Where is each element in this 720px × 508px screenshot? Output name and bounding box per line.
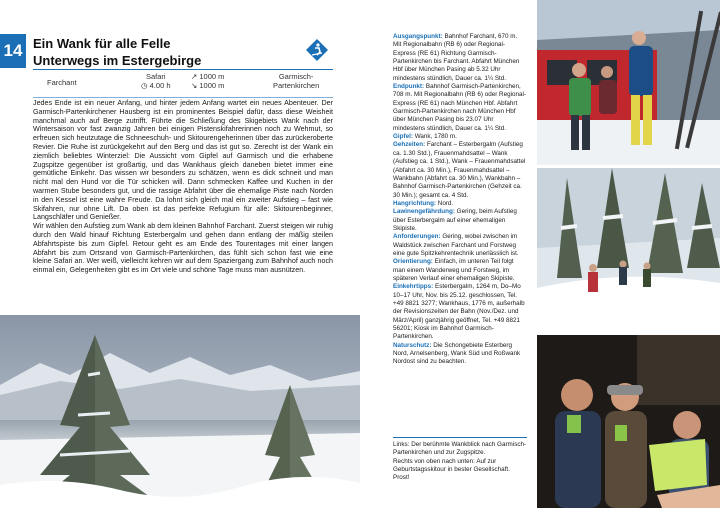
info-label: Gipfel: [393, 133, 413, 141]
info-label: Lawinengefährdung: [393, 208, 455, 216]
info-text: Nord. [437, 199, 454, 207]
info-label: Ausgangspunkt: [393, 33, 443, 40]
tour-type-label: Safari [145, 72, 166, 81]
info-entry [393, 200, 527, 208]
page-subtitle: Unterwegs im Estergebirge [33, 53, 202, 68]
info-label: Orientierung: [393, 258, 433, 266]
end-point [273, 72, 319, 90]
info-label: Naturschutz: [393, 341, 432, 349]
photo-prost-hut [537, 335, 720, 508]
info-label: Einkehrtipps: [393, 283, 434, 291]
tour-info [393, 33, 527, 367]
descent-value: 1000 m [199, 81, 225, 90]
info-text: Einfach, im unteren Teil folgt man einem Wanderweg und Forstweg, im späteren Verlauf einer ehemaligen Skipiste. [393, 258, 515, 282]
info-entry [393, 342, 527, 367]
clock-icon: ◷ [141, 81, 148, 90]
body-paragraph-1: Jedes Ende ist ein neuer Anfang, und hinter jedem Anfang wartet ein neues Abenteuer. Der Garmisch-Partenkirchener Hausberg ist ein prominentes Beispiel dafür, dass diese Weisheit manchmal auch auf Berge zutrifft. Führte die Schließung des Skigebiets Wank nach der Wintersaison vor fast zwanzig Jahren bei einigen Pistenskifahrerinnen noch zu Wehmut, so erfreuen sich heutzutage die Schneeschuh- und Skitourengeherinnen über das zurückeroberte Revier. Die Ruhe ist zurückgekehrt auf den Berg und das ist gut so. Zerecht ist der Wank ein ziemlich beliebtes Winterziel: Die Aussicht vom Gipfel auf Garmisch und die erhabene Zugspitze gegenüber ist großartig, und das Wankhaus gleich daneben bietet immer eine gemütliche Einkehr. Das wissen wir besonders zu schätzen, wenn es dick schneit und man nicht mal den Hund vor die Tür schicken will. Dann schmecken Kaffee und Kuchen in der warmen Stube besonders gut, und die rassige Abfahrt über die ehemalige Piste nach Norden in den Kessel ist eine wahre Freude. Da lohnt sich gleich mal ein zweiter Aufstieg – fast wie Skifahren, nur ohne Lift. Da oben ist das perfekte Refugium für alle: Skitourenbeginner, Langschläfer und Genießer. [33, 99, 333, 222]
info-text: Gering, wobei zwischen im Waldstück zwischen Farchant und Forstweg eine gute Spitzkehrentechnik unerlässlich ist. [393, 233, 519, 257]
photo-group-train [537, 0, 720, 165]
page-title: Ein Wank für alle Felle [33, 36, 171, 51]
elevation [191, 72, 224, 90]
info-text: Die Schongebiete Esterberg Nord, Arnelsenberg, Wank Süd und Roßwank Nordost sind zu beachten. [393, 341, 521, 366]
info-entry [393, 33, 527, 83]
arrow-down-icon: ↘ [191, 81, 198, 90]
start-point: Farchant [47, 78, 77, 87]
info-entry [393, 258, 527, 283]
photo-caption [393, 441, 527, 482]
info-text: Bahnhof Garmisch-Partenkirchen, 708 m. Mit Regionalbahn (RB 6) oder Regional-Express (RE 61) nach München Hbf. Abfahrt Garmisch-Partenkirchen nach München Hbf über München Pasing bis 23.07 Uhr mindestens stündlich, Dauer ca. 1¼ Std. [393, 83, 527, 132]
info-entry [393, 141, 527, 199]
info-label: Hangrichtung: [393, 199, 437, 207]
title-block [33, 35, 201, 69]
info-label: Anforderungen: [393, 233, 441, 241]
descent [191, 81, 224, 90]
tour-number: 14 [3, 41, 23, 60]
info-entry [393, 233, 527, 258]
info-text: Esterbergalm, 1264 m, Do–Mo 10–17 Uhr, Nov. bis 25.12. geschlossen, Tel. +49 8821 3277; Wankhaus, 1776 m, außerhalb der Revisionszeiten der Bahn (Nov./Dez. und März/April) ganzjährig geöffnet, Tel. +49 8821 56201; Kiosk im Bahnhof Garmisch-Partenkirchen. [393, 283, 525, 341]
title-divider [33, 69, 333, 70]
tour-type [141, 72, 171, 90]
info-text: Farchant – Esterbergalm (Aufstieg ca. 1.30 Std.), Frauenmahdsattel – Wank (Aufstieg ca. 1 Std.), Wank – Frauenmahdsattel (Abfahrt ca. 30 Min.), Frauenmahdsattel – Wankbahn (Abfahrt ca. 30 Min.), Wankbahn – Bahnhof Garmisch-Partenkirchen (Gehzeit ca. 30 Min.); gesamt ca. 4 Std. [393, 141, 526, 199]
photo-wankblick [0, 315, 360, 508]
info-text: Gering, beim Aufstieg über Esterbergalm auf einer ehemaligen Skipiste. [393, 208, 517, 232]
caption-left: Links: Der berühmte Wankblick nach Garmisch-Partenkirchen und zur Zugspitze. [393, 441, 527, 457]
duration [141, 81, 171, 90]
info-text: Wank, 1780 m. [414, 133, 457, 141]
info-entry [393, 283, 527, 341]
tour-facts [33, 72, 333, 98]
info-entry [393, 83, 527, 133]
photo-forest-ascent [537, 168, 720, 332]
end-point-line1: Garmisch- [278, 72, 314, 81]
end-point-line2: Partenkirchen [273, 81, 320, 90]
caption-divider [393, 437, 527, 438]
duration-value: 4.00 h [149, 81, 171, 90]
facts-divider [33, 97, 333, 98]
ski-tour-icon [305, 38, 329, 62]
info-label: Gehzeiten: [393, 141, 426, 149]
caption-right: Rechts von oben nach unten: Auf zur Geburtstagsskitour in bester Gesellschaft. Prost! [393, 457, 510, 482]
ascent-value: 1000 m [199, 72, 225, 81]
info-entry [393, 133, 527, 141]
ascent [191, 72, 224, 81]
body-paragraph-2: Wir wählen den Aufstieg zum Wank ab dem kleinen Bahnhof Farchant. Zuerst steigen wir ruhig durch den Wald hinauf Richtung Esterbergalm und gehen dann entlang der mäßig steilen Abfahrtspiste bis zum Gipfel. Retour geht es am Ende des Tourentages mit einer langen Abfahrt bis zum Ortsrand von Garmisch-Partenkirchen, das fühlt sich schon fast wie eine kleine Safari an. Wer weiß, vielleicht kehren wir auf dem Spaziergang zum Bahnhof auch noch einmal ein, Gelegenheiten gibt es im Ort viele und schöne Tage muss man ausnützen. [33, 222, 333, 275]
info-text: Bahnhof Farchant, 670 m. Mit Regionalbahn (RB 6) oder Regional-Express (RE 61) Richtung Garmisch-Partenkirchen bis Farchant. Abfahrt München Hbf über München Pasing ab 5.32 Uhr mindestens stündlich, Dauer ca. 1¼ Std. [393, 33, 520, 82]
article-body [33, 99, 333, 275]
info-label: Endpunkt: [393, 83, 425, 91]
tour-number-badge [0, 34, 26, 68]
info-entry [393, 208, 527, 233]
arrow-up-icon: ↗ [191, 72, 198, 81]
